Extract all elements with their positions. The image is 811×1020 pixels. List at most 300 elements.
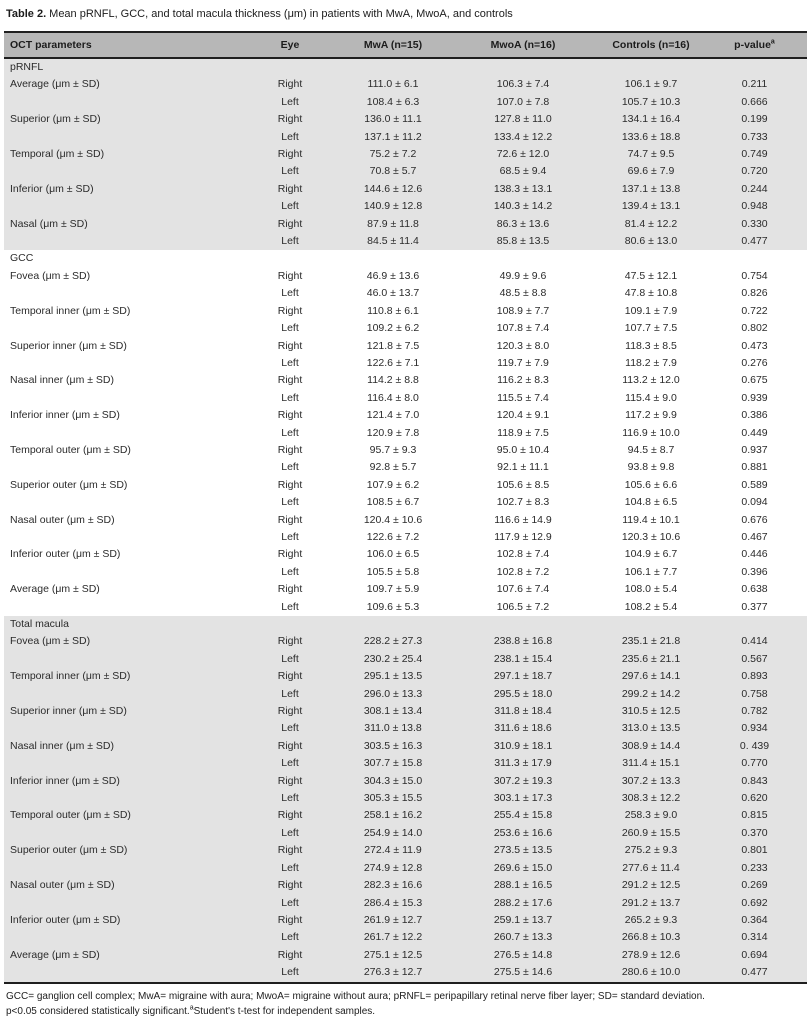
section-row-total-macula bbox=[4, 616, 807, 633]
param-cell: Inferior inner (μm ± SD) bbox=[10, 409, 120, 422]
table-row bbox=[4, 912, 807, 929]
mwa-value-cell: 120.9 ± 7.8 bbox=[366, 426, 420, 439]
param-cell: Nasal outer (μm ± SD) bbox=[10, 513, 115, 526]
eye-cell: Right bbox=[252, 738, 328, 755]
eye-cell: Left bbox=[281, 530, 299, 543]
param-cell bbox=[4, 494, 252, 511]
table-row bbox=[4, 564, 807, 581]
pvalue-cell: 0.477 bbox=[714, 964, 807, 982]
param-cell bbox=[4, 790, 252, 807]
param-cell: Superior inner (μm ± SD) bbox=[4, 703, 252, 720]
mwoa-value-cell: 307.2 ± 19.3 bbox=[458, 773, 588, 790]
mwoa-value-cell: 86.3 ± 13.6 bbox=[458, 216, 588, 233]
pvalue-cell: 0.826 bbox=[741, 287, 768, 300]
eye-cell: Left bbox=[252, 825, 328, 842]
controls-value-cell: 291.2 ± 13.7 bbox=[588, 895, 714, 912]
footnote-marker-a: a bbox=[189, 1004, 194, 1012]
param-cell bbox=[4, 320, 252, 337]
eye-cell: Right bbox=[277, 374, 303, 387]
table-row bbox=[4, 633, 807, 650]
table-row bbox=[4, 94, 807, 111]
mwa-value-cell: 303.5 ± 16.3 bbox=[328, 738, 458, 755]
mwoa-value-cell: 95.0 ± 10.4 bbox=[496, 443, 550, 456]
param-cell bbox=[4, 129, 252, 146]
mwoa-value-cell: 255.4 ± 15.8 bbox=[458, 807, 588, 824]
param-cell bbox=[4, 390, 252, 407]
pvalue-cell: 0.199 bbox=[714, 111, 807, 128]
pvalue-cell: 0.473 bbox=[741, 339, 768, 352]
controls-value-cell: 280.6 ± 10.0 bbox=[588, 964, 714, 982]
eye-cell: Left bbox=[252, 233, 328, 250]
mwoa-value-cell: 260.7 ± 13.3 bbox=[458, 929, 588, 946]
mwa-value-cell: 307.7 ± 15.8 bbox=[328, 755, 458, 772]
controls-value-cell: 260.9 ± 15.5 bbox=[588, 825, 714, 842]
mwoa-value-cell: 118.9 ± 7.5 bbox=[497, 426, 549, 439]
pvalue-cell: 0.843 bbox=[714, 773, 807, 790]
mwoa-value-cell: 107.0 ± 7.8 bbox=[458, 94, 588, 111]
eye-cell: Left bbox=[281, 391, 299, 404]
section-label: GCC bbox=[10, 252, 34, 265]
table-number: Table 2. bbox=[6, 8, 47, 20]
mwa-value-cell: 95.7 ± 9.3 bbox=[369, 443, 417, 456]
eye-cell: Right bbox=[252, 111, 328, 128]
controls-value-cell: 299.2 ± 14.2 bbox=[588, 686, 714, 703]
table-title bbox=[6, 7, 807, 22]
param-cell bbox=[4, 599, 252, 616]
table-row bbox=[4, 303, 807, 320]
mwoa-value-cell: 116.2 ± 8.3 bbox=[497, 374, 549, 387]
mwa-value-cell: 116.4 ± 8.0 bbox=[367, 391, 419, 404]
pvalue-cell: 0.233 bbox=[714, 860, 807, 877]
pvalue-cell: 0.211 bbox=[714, 76, 807, 93]
table-row bbox=[4, 76, 807, 93]
pvalue-cell: 0.675 bbox=[741, 374, 768, 387]
mwoa-value-cell: 238.8 ± 16.8 bbox=[458, 633, 588, 650]
param-cell bbox=[4, 929, 252, 946]
table-row bbox=[4, 494, 807, 511]
table-row bbox=[4, 355, 807, 372]
table-row bbox=[4, 651, 807, 668]
mwa-value-cell: 46.9 ± 13.6 bbox=[366, 269, 420, 282]
eye-cell: Left bbox=[281, 426, 299, 439]
param-cell bbox=[4, 564, 252, 581]
mwa-value-cell: 84.5 ± 11.4 bbox=[328, 233, 458, 250]
table-row bbox=[4, 895, 807, 912]
controls-value-cell: 106.1 ± 7.7 bbox=[624, 565, 678, 578]
controls-value-cell: 278.9 ± 12.6 bbox=[588, 947, 714, 964]
pvalue-cell: 0.733 bbox=[714, 129, 807, 146]
mwa-value-cell: 137.1 ± 11.2 bbox=[328, 129, 458, 146]
pvalue-cell: 0.370 bbox=[714, 825, 807, 842]
controls-value-cell: 310.5 ± 12.5 bbox=[588, 703, 714, 720]
pvalue-cell: 0.720 bbox=[714, 163, 807, 180]
eye-cell: Left bbox=[252, 198, 328, 215]
mwa-value-cell: 92.8 ± 5.7 bbox=[369, 461, 417, 474]
param-cell: Temporal outer (μm ± SD) bbox=[4, 807, 252, 824]
section-label: Total macula bbox=[4, 616, 807, 633]
controls-value-cell: 109.1 ± 7.9 bbox=[624, 304, 678, 317]
table-row bbox=[4, 755, 807, 772]
mwa-value-cell: 121.8 ± 7.5 bbox=[366, 339, 420, 352]
mwa-value-cell: 275.1 ± 12.5 bbox=[328, 947, 458, 964]
table-row bbox=[4, 111, 807, 128]
pvalue-cell: 0.094 bbox=[741, 496, 768, 509]
param-cell: Superior outer (μm ± SD) bbox=[10, 478, 128, 491]
mwa-value-cell: 122.6 ± 7.1 bbox=[366, 356, 420, 369]
table-row bbox=[4, 860, 807, 877]
table-row bbox=[4, 964, 807, 982]
controls-value-cell: 108.0 ± 5.4 bbox=[624, 583, 678, 596]
mwa-value-cell: 105.5 ± 5.8 bbox=[366, 565, 420, 578]
param-cell bbox=[4, 425, 252, 442]
eye-cell: Right bbox=[277, 409, 303, 422]
table-row bbox=[4, 390, 807, 407]
mwoa-value-cell: 48.5 ± 8.8 bbox=[499, 287, 547, 300]
eye-cell: Right bbox=[252, 668, 328, 685]
eye-cell: Left bbox=[252, 651, 328, 668]
table-row bbox=[4, 233, 807, 250]
controls-value-cell: 235.6 ± 21.1 bbox=[588, 651, 714, 668]
controls-value-cell: 108.2 ± 5.4 bbox=[624, 600, 678, 613]
eye-cell: Right bbox=[252, 633, 328, 650]
table-row bbox=[4, 163, 807, 180]
mwa-value-cell: 140.9 ± 12.8 bbox=[328, 198, 458, 215]
mwoa-value-cell: 107.8 ± 7.4 bbox=[496, 322, 550, 335]
pvalue-cell: 0.749 bbox=[714, 146, 807, 163]
controls-value-cell: 74.7 ± 9.5 bbox=[588, 146, 714, 163]
controls-value-cell: 139.4 ± 13.1 bbox=[588, 198, 714, 215]
eye-cell: Right bbox=[252, 807, 328, 824]
pvalue-cell: 0.314 bbox=[714, 929, 807, 946]
controls-value-cell: 311.4 ± 15.1 bbox=[588, 755, 714, 772]
table-row bbox=[4, 407, 807, 424]
table-row bbox=[4, 442, 807, 459]
eye-cell: Right bbox=[252, 842, 328, 859]
eye-cell: Left bbox=[252, 860, 328, 877]
col-header-pvalue: p-value$^a$ bbox=[714, 32, 807, 58]
mwa-value-cell: 46.0 ± 13.7 bbox=[366, 287, 420, 300]
mwoa-value-cell: 253.6 ± 16.6 bbox=[458, 825, 588, 842]
eye-cell: Right bbox=[252, 947, 328, 964]
mwoa-value-cell: 85.8 ± 13.5 bbox=[458, 233, 588, 250]
pvalue-cell: 0.567 bbox=[714, 651, 807, 668]
pvalue-cell: 0.477 bbox=[714, 233, 807, 250]
mwa-value-cell: 261.7 ± 12.2 bbox=[328, 929, 458, 946]
eye-cell: Left bbox=[252, 163, 328, 180]
eye-cell: Left bbox=[252, 129, 328, 146]
table-row bbox=[4, 512, 807, 529]
controls-value-cell: 258.3 ± 9.0 bbox=[588, 807, 714, 824]
eye-cell: Left bbox=[281, 496, 299, 509]
controls-value-cell: 104.8 ± 6.5 bbox=[624, 496, 678, 509]
param-cell bbox=[4, 355, 252, 372]
mwa-value-cell: 305.3 ± 15.5 bbox=[328, 790, 458, 807]
param-cell: Nasal inner (μm ± SD) bbox=[4, 738, 252, 755]
mwa-value-cell: 87.9 ± 11.8 bbox=[328, 216, 458, 233]
pvalue-cell: 0.666 bbox=[714, 94, 807, 111]
mwa-value-cell: 111.0 ± 6.1 bbox=[328, 76, 458, 93]
mwoa-value-cell: 276.5 ± 14.8 bbox=[458, 947, 588, 964]
mwa-value-cell: 136.0 ± 11.1 bbox=[328, 111, 458, 128]
controls-value-cell: 104.9 ± 6.7 bbox=[624, 548, 678, 561]
col-header-controls: Controls (n=16) bbox=[588, 32, 714, 58]
pvalue-cell: 0.722 bbox=[741, 304, 768, 317]
param-cell: Inferior outer (μm ± SD) bbox=[4, 912, 252, 929]
pvalue-cell: 0.893 bbox=[714, 668, 807, 685]
mwa-value-cell: 70.8 ± 5.7 bbox=[328, 163, 458, 180]
mwa-value-cell: 272.4 ± 11.9 bbox=[328, 842, 458, 859]
mwa-value-cell: 228.2 ± 27.3 bbox=[328, 633, 458, 650]
controls-value-cell: 119.4 ± 10.1 bbox=[622, 513, 680, 526]
controls-value-cell: 265.2 ± 9.3 bbox=[588, 912, 714, 929]
mwa-value-cell: 295.1 ± 13.5 bbox=[328, 668, 458, 685]
pvalue-cell: 0.770 bbox=[714, 755, 807, 772]
mwoa-value-cell: 311.3 ± 17.9 bbox=[458, 755, 588, 772]
table-row bbox=[4, 703, 807, 720]
pvalue-cell: 0.620 bbox=[714, 790, 807, 807]
param-cell: Inferior outer (μm ± SD) bbox=[10, 548, 121, 561]
eye-cell: Left bbox=[252, 929, 328, 946]
pvalue-cell: 0.948 bbox=[714, 198, 807, 215]
eye-cell: Right bbox=[252, 181, 328, 198]
mwoa-value-cell: 105.6 ± 8.5 bbox=[496, 478, 550, 491]
table-row bbox=[4, 807, 807, 824]
param-cell bbox=[4, 163, 252, 180]
pvalue-footnote-marker: a bbox=[770, 38, 775, 46]
col-header-oct-parameters: OCT parameters bbox=[4, 32, 252, 58]
eye-cell: Right bbox=[252, 912, 328, 929]
param-cell: Nasal inner (μm ± SD) bbox=[10, 374, 115, 387]
eye-cell: Left bbox=[281, 287, 299, 300]
mwa-value-cell: 230.2 ± 25.4 bbox=[328, 651, 458, 668]
param-cell: Temporal (μm ± SD) bbox=[4, 146, 252, 163]
controls-value-cell: 307.2 ± 13.3 bbox=[588, 773, 714, 790]
eye-cell: Left bbox=[252, 720, 328, 737]
param-cell bbox=[4, 233, 252, 250]
table-row bbox=[4, 529, 807, 546]
controls-value-cell: 93.8 ± 9.8 bbox=[627, 461, 675, 474]
controls-value-cell: 277.6 ± 11.4 bbox=[588, 860, 714, 877]
header-row bbox=[4, 32, 807, 58]
controls-value-cell: 105.6 ± 6.6 bbox=[624, 478, 678, 491]
mwa-value-cell: 106.0 ± 6.5 bbox=[366, 548, 420, 561]
param-cell: Average (μm ± SD) bbox=[10, 583, 100, 596]
table-row bbox=[4, 877, 807, 894]
mwoa-value-cell: 119.7 ± 7.9 bbox=[497, 356, 549, 369]
table-row bbox=[4, 425, 807, 442]
mwoa-value-cell: 92.1 ± 11.1 bbox=[497, 461, 549, 474]
param-cell: Average (μm ± SD) bbox=[4, 947, 252, 964]
controls-value-cell: 308.3 ± 12.2 bbox=[588, 790, 714, 807]
eye-cell: Left bbox=[281, 461, 299, 474]
table-row bbox=[4, 599, 807, 616]
mwoa-value-cell: 116.6 ± 14.9 bbox=[494, 513, 552, 526]
mwa-value-cell: 296.0 ± 13.3 bbox=[328, 686, 458, 703]
mwa-value-cell: 109.2 ± 6.2 bbox=[366, 322, 420, 335]
mwoa-value-cell: 259.1 ± 13.7 bbox=[458, 912, 588, 929]
mwoa-value-cell: 297.1 ± 18.7 bbox=[458, 668, 588, 685]
table-row bbox=[4, 825, 807, 842]
pvalue-cell: 0.638 bbox=[741, 583, 768, 596]
mwoa-value-cell: 273.5 ± 13.5 bbox=[458, 842, 588, 859]
eye-cell: Left bbox=[281, 322, 299, 335]
mwoa-value-cell: 138.3 ± 13.1 bbox=[458, 181, 588, 198]
mwoa-value-cell: 115.5 ± 7.4 bbox=[497, 391, 549, 404]
pvalue-cell: 0.676 bbox=[741, 513, 768, 526]
pvalue-cell: 0.801 bbox=[714, 842, 807, 859]
controls-value-cell: 235.1 ± 21.8 bbox=[588, 633, 714, 650]
table-row bbox=[4, 842, 807, 859]
col-header-mwa: MwA (n=15) bbox=[328, 32, 458, 58]
mwa-value-cell: 109.6 ± 5.3 bbox=[366, 600, 420, 613]
pvalue-cell: 0.330 bbox=[714, 216, 807, 233]
controls-value-cell: 47.5 ± 12.1 bbox=[624, 269, 678, 282]
table-row bbox=[4, 668, 807, 685]
pvalue-cell: 0.446 bbox=[741, 548, 768, 561]
mwoa-value-cell: 303.1 ± 17.3 bbox=[458, 790, 588, 807]
param-cell: Nasal (μm ± SD) bbox=[4, 216, 252, 233]
param-cell: Inferior inner (μm ± SD) bbox=[4, 773, 252, 790]
mwoa-value-cell: 311.6 ± 18.6 bbox=[458, 720, 588, 737]
table-row bbox=[4, 546, 807, 563]
mwa-value-cell: 286.4 ± 15.3 bbox=[328, 895, 458, 912]
mwa-value-cell: 107.9 ± 6.2 bbox=[366, 478, 420, 491]
mwoa-value-cell: 310.9 ± 18.1 bbox=[458, 738, 588, 755]
eye-cell: Left bbox=[252, 94, 328, 111]
mwa-value-cell: 258.1 ± 16.2 bbox=[328, 807, 458, 824]
mwoa-value-cell: 133.4 ± 12.2 bbox=[458, 129, 588, 146]
pvalue-cell: 0.589 bbox=[741, 478, 768, 491]
param-cell bbox=[4, 895, 252, 912]
controls-value-cell: 275.2 ± 9.3 bbox=[588, 842, 714, 859]
mwoa-value-cell: 288.1 ± 16.5 bbox=[458, 877, 588, 894]
table-row bbox=[4, 338, 807, 355]
mwoa-value-cell: 102.8 ± 7.4 bbox=[496, 548, 550, 561]
table-row bbox=[4, 372, 807, 389]
eye-cell: Left bbox=[281, 600, 299, 613]
section-row-gcc bbox=[4, 250, 807, 267]
table-row bbox=[4, 929, 807, 946]
mwoa-value-cell: 108.9 ± 7.7 bbox=[496, 304, 550, 317]
controls-value-cell: 106.1 ± 9.7 bbox=[588, 76, 714, 93]
col-header-mwoa: MwoA (n=16) bbox=[458, 32, 588, 58]
pvalue-cell: 0.694 bbox=[714, 947, 807, 964]
table-caption: Mean pRNFL, GCC, and total macula thickness (μm) in patients with MwA, MwoA, and controls bbox=[49, 8, 513, 20]
pvalue-cell: 0.467 bbox=[741, 530, 768, 543]
param-cell bbox=[4, 198, 252, 215]
param-cell: Nasal outer (μm ± SD) bbox=[4, 877, 252, 894]
table-row bbox=[4, 268, 807, 285]
footnote-ttest: Student's t-test for independent samples. bbox=[193, 1005, 376, 1017]
table-row bbox=[4, 581, 807, 598]
mwoa-value-cell: 120.4 ± 9.1 bbox=[496, 409, 550, 422]
param-cell: Temporal inner (μm ± SD) bbox=[10, 304, 131, 317]
mwa-value-cell: 121.4 ± 7.0 bbox=[366, 409, 420, 422]
section-row-prnfl bbox=[4, 58, 807, 76]
pvalue-cell: 0.414 bbox=[714, 633, 807, 650]
controls-value-cell: 120.3 ± 10.6 bbox=[621, 530, 681, 543]
table-row bbox=[4, 129, 807, 146]
param-cell: Fovea (μm ± SD) bbox=[10, 269, 91, 282]
table-row bbox=[4, 181, 807, 198]
pvalue-cell: 0. 439 bbox=[714, 738, 807, 755]
controls-value-cell: 115.4 ± 9.0 bbox=[625, 391, 677, 404]
table-row bbox=[4, 947, 807, 964]
eye-cell: Left bbox=[252, 686, 328, 703]
table-row bbox=[4, 773, 807, 790]
mwa-value-cell: 109.7 ± 5.9 bbox=[366, 583, 420, 596]
eye-cell: Right bbox=[277, 548, 303, 561]
eye-cell: Right bbox=[277, 269, 303, 282]
controls-value-cell: 308.9 ± 14.4 bbox=[588, 738, 714, 755]
mwoa-value-cell: 275.5 ± 14.6 bbox=[458, 964, 588, 982]
param-cell bbox=[4, 651, 252, 668]
mwoa-value-cell: 49.9 ± 9.6 bbox=[499, 269, 547, 282]
mwoa-value-cell: 106.3 ± 7.4 bbox=[458, 76, 588, 93]
mwa-value-cell: 108.4 ± 6.3 bbox=[328, 94, 458, 111]
controls-value-cell: 118.2 ± 7.9 bbox=[625, 356, 677, 369]
mwa-value-cell: 254.9 ± 14.0 bbox=[328, 825, 458, 842]
controls-value-cell: 47.8 ± 10.8 bbox=[624, 287, 678, 300]
section-label: pRNFL bbox=[4, 58, 807, 76]
pvalue-cell: 0.396 bbox=[741, 565, 768, 578]
param-cell bbox=[4, 720, 252, 737]
mwoa-value-cell: 107.6 ± 7.4 bbox=[496, 583, 550, 596]
param-cell: Superior outer (μm ± SD) bbox=[4, 842, 252, 859]
mwa-value-cell: 108.5 ± 6.7 bbox=[366, 496, 420, 509]
controls-value-cell: 80.6 ± 13.0 bbox=[588, 233, 714, 250]
pvalue-cell: 0.939 bbox=[741, 391, 768, 404]
mwoa-value-cell: 238.1 ± 15.4 bbox=[458, 651, 588, 668]
pvalue-cell: 0.802 bbox=[741, 322, 768, 335]
oct-parameters-table bbox=[4, 31, 807, 984]
mwoa-value-cell: 288.2 ± 17.6 bbox=[458, 895, 588, 912]
mwa-value-cell: 274.9 ± 12.8 bbox=[328, 860, 458, 877]
table-row bbox=[4, 320, 807, 337]
mwoa-value-cell: 68.5 ± 9.4 bbox=[458, 163, 588, 180]
param-cell bbox=[4, 964, 252, 982]
eye-cell: Left bbox=[252, 964, 328, 982]
mwa-value-cell: 308.1 ± 13.4 bbox=[328, 703, 458, 720]
footnote-line-1: GCC= ganglion cell complex; MwA= migraine with aura; MwoA= migraine without aura; pRNFL= peripapillary retinal nerve fiber layer; SD= standard deviation. bbox=[6, 990, 705, 1002]
param-cell: Superior (μm ± SD) bbox=[4, 111, 252, 128]
param-cell bbox=[4, 529, 252, 546]
mwoa-value-cell: 106.5 ± 7.2 bbox=[496, 600, 550, 613]
table-row bbox=[4, 198, 807, 215]
eye-cell: Right bbox=[277, 443, 303, 456]
controls-value-cell: 133.6 ± 18.8 bbox=[588, 129, 714, 146]
mwa-value-cell: 276.3 ± 12.7 bbox=[328, 964, 458, 982]
controls-value-cell: 137.1 ± 13.8 bbox=[588, 181, 714, 198]
pvalue-cell: 0.449 bbox=[741, 426, 768, 439]
mwoa-value-cell: 72.6 ± 12.0 bbox=[458, 146, 588, 163]
table-row bbox=[4, 285, 807, 302]
mwa-value-cell: 304.3 ± 15.0 bbox=[328, 773, 458, 790]
param-cell bbox=[4, 459, 252, 476]
table-row bbox=[4, 459, 807, 476]
eye-cell: Right bbox=[277, 339, 303, 352]
param-cell bbox=[4, 94, 252, 111]
pvalue-cell: 0.937 bbox=[741, 443, 768, 456]
mwoa-value-cell: 117.9 ± 12.9 bbox=[494, 530, 552, 543]
pvalue-cell: 0.386 bbox=[741, 409, 768, 422]
pvalue-cell: 0.377 bbox=[741, 600, 768, 613]
controls-value-cell: 69.6 ± 7.9 bbox=[588, 163, 714, 180]
eye-cell: Right bbox=[252, 703, 328, 720]
eye-cell: Right bbox=[252, 773, 328, 790]
param-cell: Fovea (μm ± SD) bbox=[4, 633, 252, 650]
param-cell bbox=[4, 860, 252, 877]
